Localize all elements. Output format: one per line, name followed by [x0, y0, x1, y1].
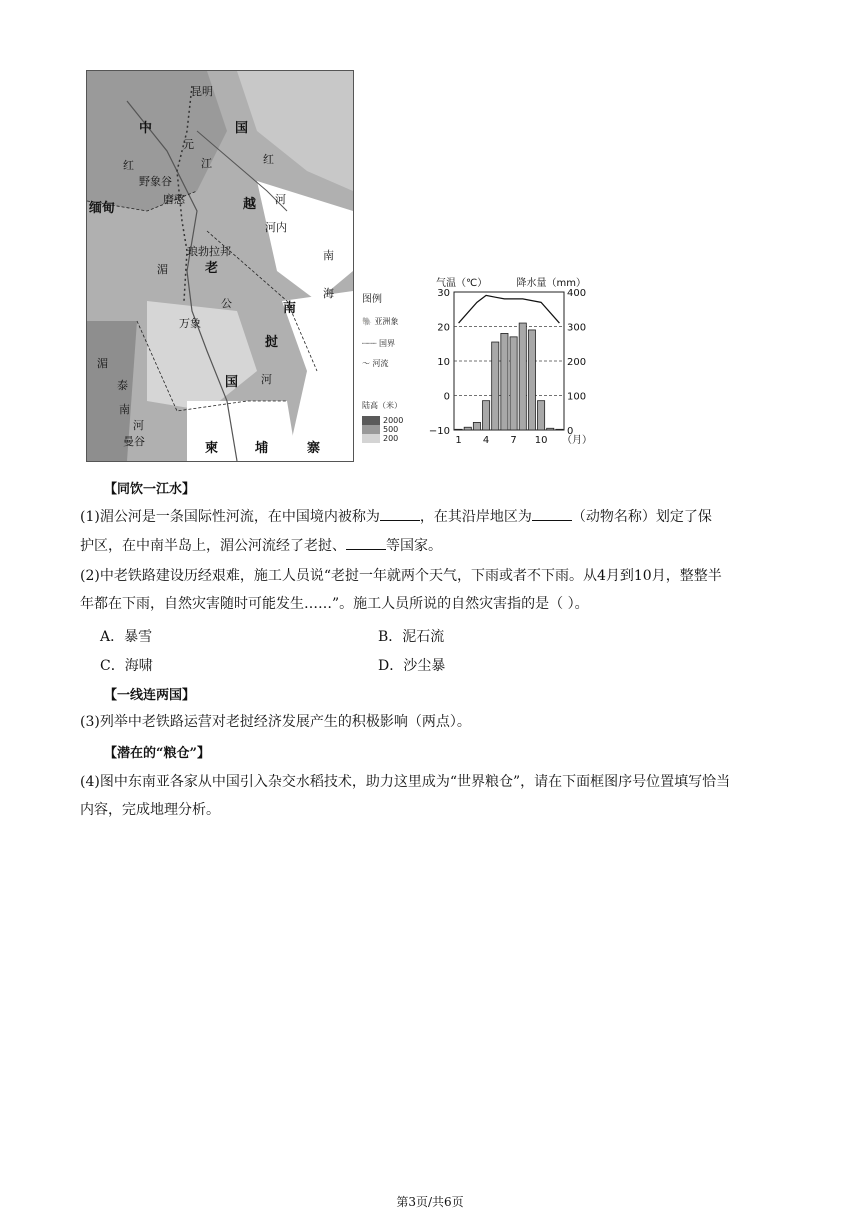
yleft-tick-label: 10: [437, 357, 450, 368]
map-label-nan3: 南: [119, 403, 130, 416]
answer-blank-1[interactable]: [380, 502, 420, 521]
x-tick-label: 10: [534, 435, 548, 446]
map-label-nan: 南: [323, 249, 334, 262]
map-label-nan2: 南: [283, 301, 297, 316]
precip-bar: [510, 337, 517, 430]
map-label-mekong2: 湄: [97, 357, 108, 370]
precip-bar: [538, 401, 545, 430]
elephant-icon: 🐘: [362, 317, 372, 326]
answer-blank-3[interactable]: [346, 531, 386, 550]
q4-line2: 内容，完成地理分析。: [80, 802, 220, 818]
river-line-icon: 〜: [362, 359, 370, 368]
question-4: [80, 768, 780, 824]
map-label-yue: 越: [243, 197, 257, 212]
yleft-tick-label: 0: [443, 391, 450, 403]
legend-altitude: 陆高（米）: [362, 401, 402, 410]
option-b[interactable]: B．泥石流: [378, 629, 445, 645]
legend-level-0: 2000: [383, 416, 404, 425]
precip-bar: [492, 342, 499, 430]
legend-level-2: 200: [383, 434, 399, 443]
climate-chart: [428, 274, 592, 454]
yleft-tick-label: 30: [437, 288, 450, 299]
map-label-mengla: 红: [123, 159, 134, 172]
legend-border: ┈┈┈ 国界: [362, 339, 395, 348]
precip-bar: [455, 429, 462, 430]
map-label-vientiane: 万象: [179, 317, 201, 330]
border-line-icon: ┈┈┈: [362, 339, 377, 348]
map-label-china2: 国: [235, 121, 249, 136]
map-label-yexianggu: 野象谷: [139, 175, 172, 188]
map-label-bangkok: 曼谷: [123, 435, 145, 448]
yleft-axis-title: 气温（℃）: [436, 278, 488, 289]
yright-tick-label: 400: [567, 288, 587, 299]
map-label-myanmar: 缅甸: [89, 201, 116, 216]
question-2: [80, 562, 780, 618]
section-title-2: 【一线连两国】: [104, 688, 196, 703]
map-label-luang: 琅勃拉邦: [187, 245, 231, 258]
map-label-cambodia2: 埔: [255, 441, 269, 456]
temperature-line: [459, 295, 560, 323]
precip-bar: [483, 401, 490, 430]
legend-river: 〜 河流: [362, 359, 389, 368]
precip-bar: [501, 333, 508, 430]
map-label-cambodia1: 柬: [205, 441, 219, 456]
map-label-wo: 挝: [265, 335, 279, 350]
climate-chart-svg: [428, 274, 592, 454]
map-label-guo: 国: [225, 375, 239, 390]
x-tick-label: 4: [482, 435, 490, 446]
x-tick-label: 7: [510, 435, 517, 446]
map-label-jiang: 江: [201, 157, 212, 170]
map-label-hong: 红: [263, 153, 274, 166]
map-label-mohan: 磨憨: [163, 193, 185, 206]
q2-line2: 年都在下雨，自然灾害随时可能发生……”。施工人员所说的自然灾害指的是（ ）。: [80, 596, 589, 612]
legend-level-1: 500: [383, 425, 399, 434]
map-label-thai: 泰: [117, 379, 128, 392]
yright-tick-label: 300: [567, 322, 587, 334]
yright-axis-title: 降水量（mm）: [516, 278, 586, 289]
precip-bar: [556, 429, 563, 430]
map-label-lao: 老: [205, 261, 219, 276]
map-label-cambodia3: 寨: [307, 441, 321, 456]
q1-line1: (1)湄公河是一条国际性河流，在中国境内被称为 ，在其沿岸地区为 （动物名称）划定了保: [80, 502, 780, 531]
yright-tick-label: 100: [567, 391, 587, 403]
question-3: (3)列举中老铁路运营对老挝经济发展产生的积极影响（两点）。: [80, 714, 471, 730]
precip-bar: [547, 428, 554, 430]
x-tick-label: 1: [455, 435, 462, 446]
yright-tick-label: 0: [567, 426, 574, 437]
section-title-3: 【潜在的“粮仓”】: [104, 746, 210, 761]
map-label-he: 河: [261, 373, 272, 386]
option-a[interactable]: A．暴雪: [100, 629, 153, 645]
option-c[interactable]: C．海啸: [100, 658, 153, 674]
map-label-kunming: 昆明: [191, 85, 213, 98]
precip-bar: [519, 323, 526, 430]
legend-elephant: 🐘 亚洲象: [362, 317, 399, 326]
yleft-tick-label: −10: [428, 426, 450, 437]
q1-line2: 护区，在中南半岛上，湄公河流经了老挝、 等国家。: [80, 531, 780, 560]
map-label-china: 中: [139, 121, 153, 136]
section-title-1: 【同饮一江水】: [104, 482, 196, 497]
q4-line1: (4)图中东南亚各家从中国引入杂交水稻技术，助力这里成为“世界粮仓”，请在下面框图序号位置填写恰当: [80, 774, 731, 790]
option-d[interactable]: D．沙尘暴: [378, 658, 446, 674]
map-label-hai: 海: [323, 287, 334, 300]
map-label-he2: 河: [133, 419, 144, 432]
q2-line1: (2)中老铁路建设历经艰难，施工人员说“老挝一年就两个天气，下雨或者不下雨。从4月到10月，整整半: [80, 568, 722, 584]
precip-bar: [528, 330, 535, 430]
map-label-hanoi: 河内: [265, 221, 287, 234]
map-label-river: 河: [275, 193, 286, 206]
yleft-tick-label: 20: [437, 322, 450, 334]
x-unit-label: （月）: [562, 435, 592, 446]
map-label-gong: 公: [221, 297, 232, 310]
map-legend: [362, 290, 432, 460]
map-label-yuan: 元: [183, 138, 194, 151]
legend-title: 图例: [362, 294, 382, 305]
answer-blank-2[interactable]: [532, 502, 572, 521]
precip-bar: [473, 422, 480, 430]
question-1: [80, 502, 780, 560]
precip-bar: [464, 427, 471, 430]
page-number: 第3页/共6页: [396, 1195, 464, 1209]
map-label-mekong1: 湄: [157, 263, 168, 276]
yright-tick-label: 200: [567, 357, 587, 368]
legend-altitude-scale: [362, 416, 403, 443]
topographic-map: [86, 70, 354, 462]
